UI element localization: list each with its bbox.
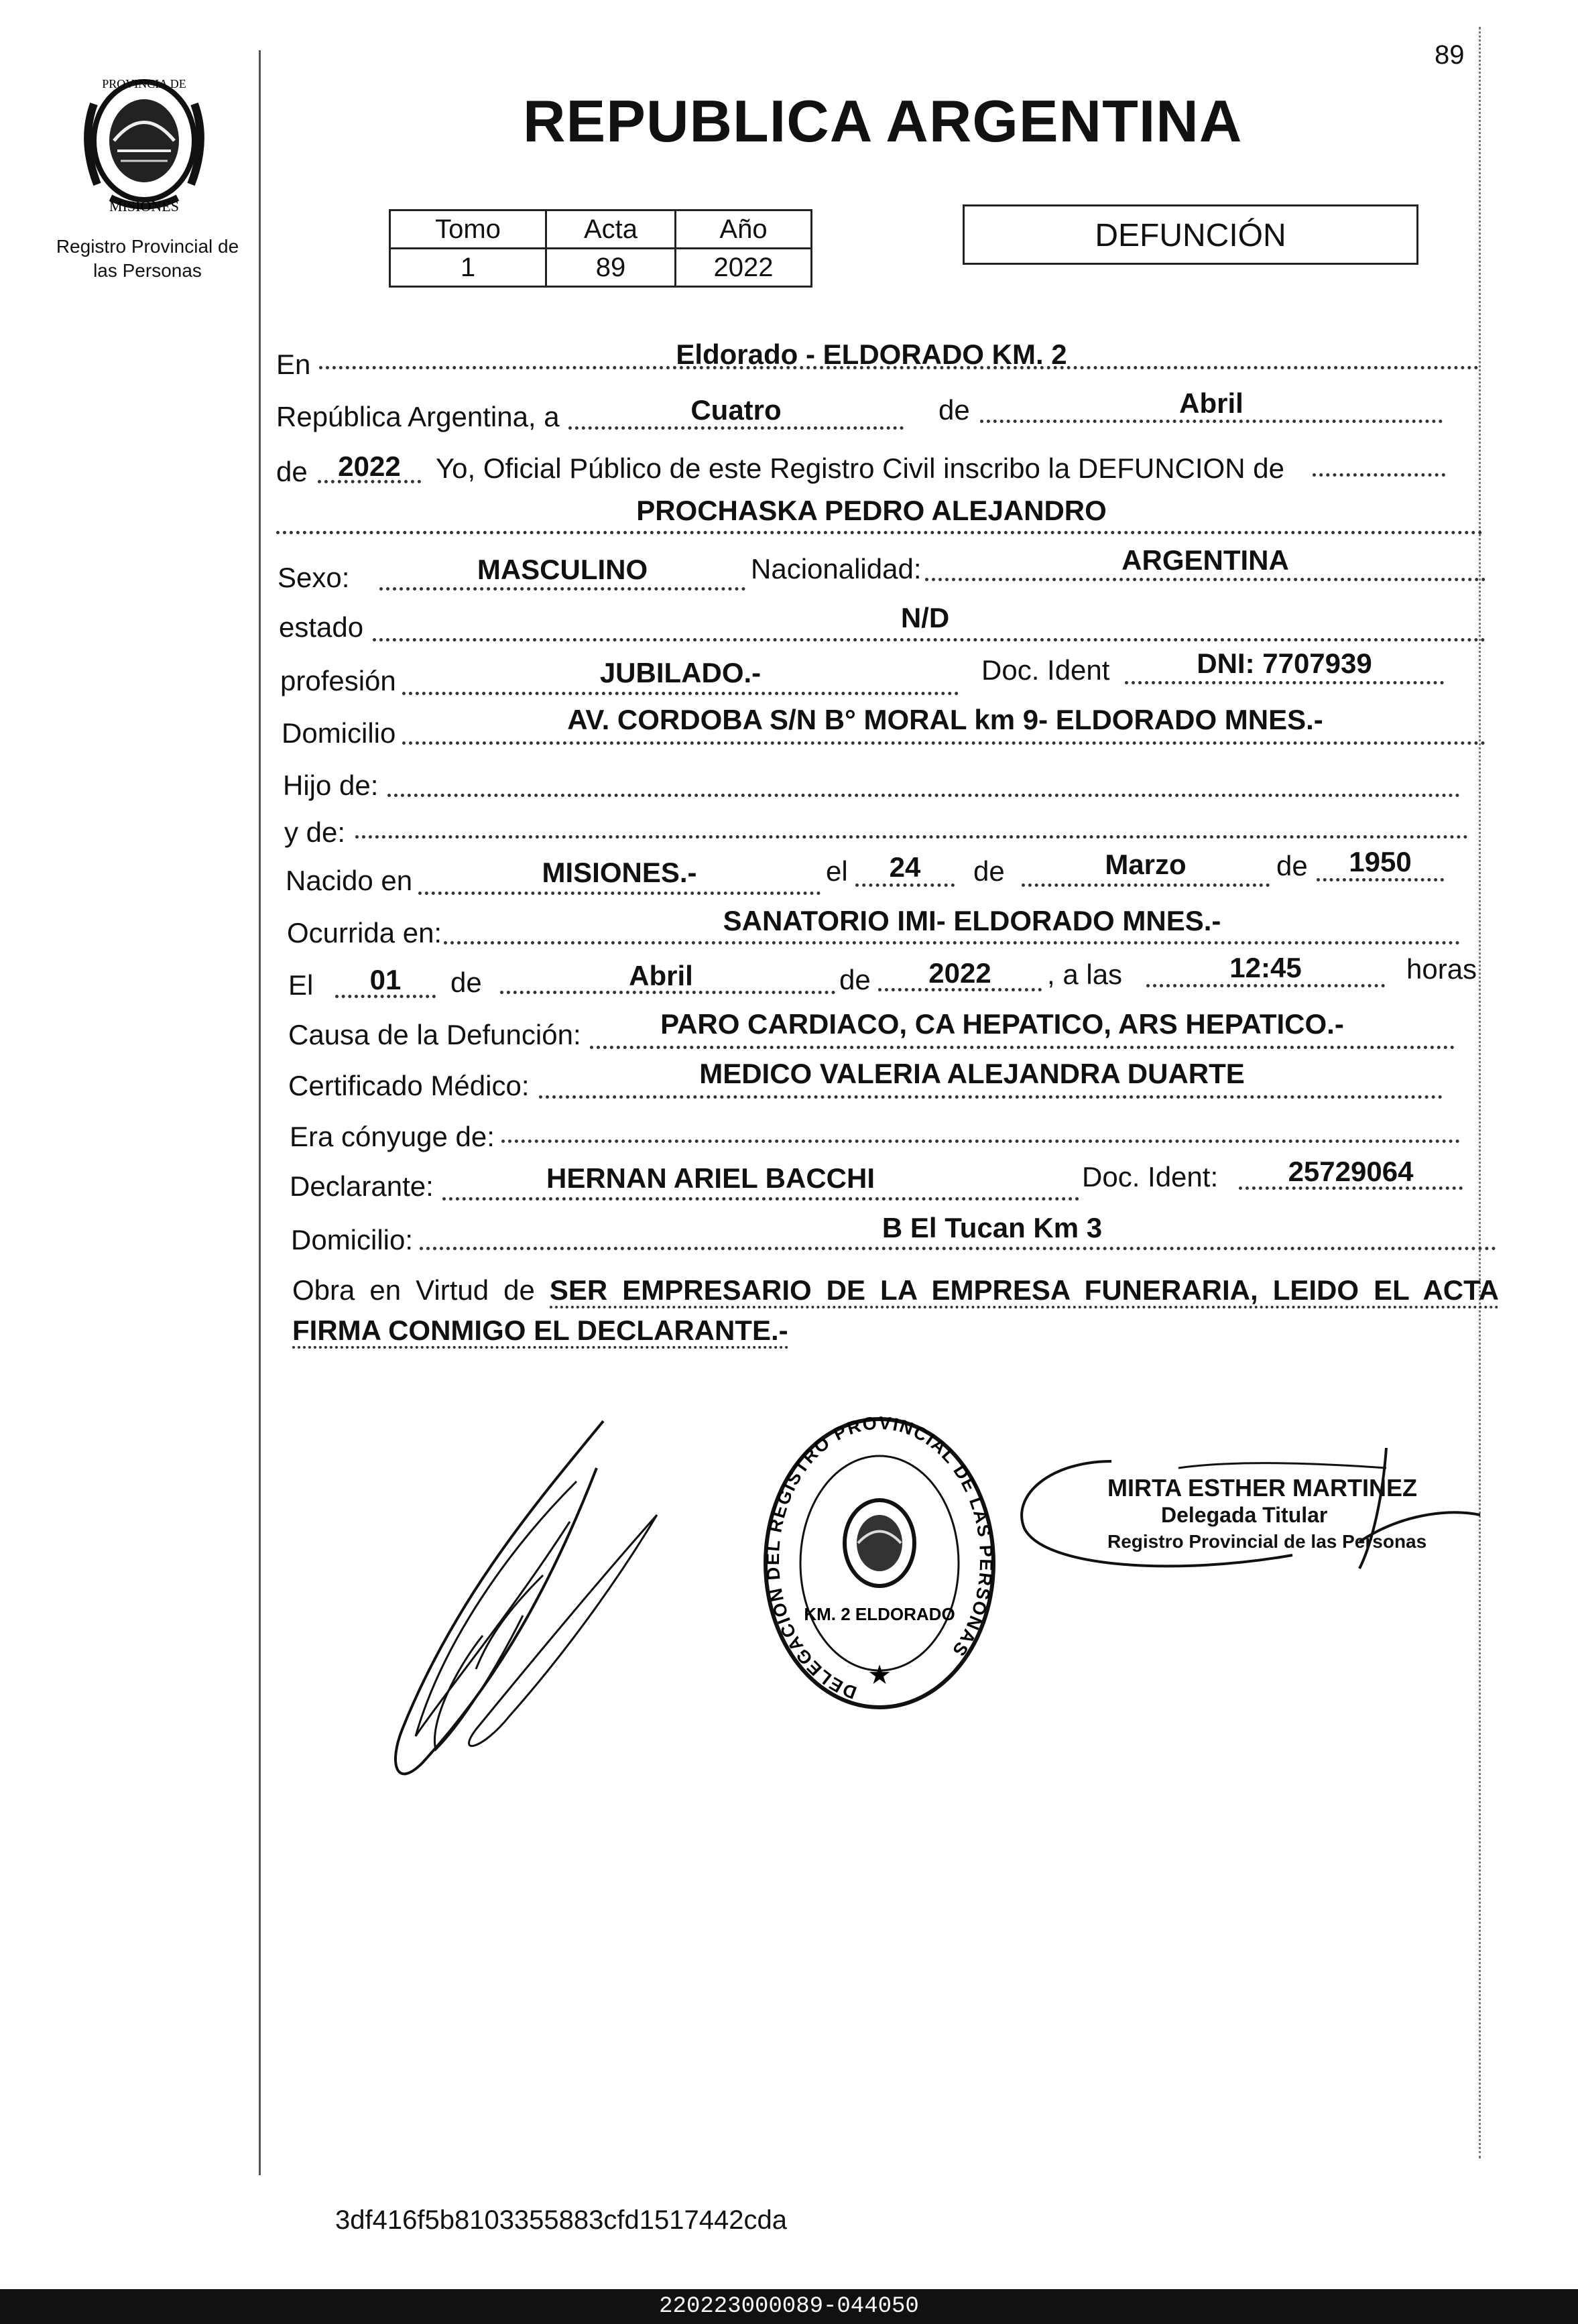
left-margin-line (259, 50, 261, 2175)
profesion-value: JUBILADO.- (599, 657, 762, 688)
label-el: el (826, 855, 848, 887)
domicilio2-value: B El Tucan Km 3 (882, 1212, 1103, 1243)
record-number-table (389, 209, 812, 288)
col-anio-header: Año (676, 210, 812, 249)
dots-line (1313, 473, 1445, 477)
right-margin-line (1479, 27, 1481, 2158)
label-declarante: Declarante: (290, 1170, 434, 1202)
label-ocurrida: Ocurrida en: (287, 917, 442, 949)
causa-value: PARO CARDIACO, CA HEPATICO, ARS HEPATICO.- (660, 1008, 1344, 1040)
label-obra: Obra en Virtud de (292, 1274, 535, 1306)
declarante-value: HERNAN ARIEL BACCHI (546, 1162, 875, 1194)
dots-line (379, 587, 745, 591)
sexo-value: MASCULINO (477, 554, 648, 585)
label-de: de (839, 964, 871, 995)
dots-line (420, 1247, 1496, 1250)
official-role: Delegada Titular (1161, 1503, 1328, 1527)
province-seal-icon (74, 64, 215, 218)
dots-line (442, 1197, 1079, 1201)
deceased-name-value: PROCHASKA PEDRO ALEJANDRO (636, 495, 1107, 526)
dots-line (1125, 681, 1444, 684)
label-doc-ident: Doc. Ident (981, 654, 1110, 686)
ocurrida-value: SANATORIO IMI- ELDORADO MNES.- (723, 905, 1221, 936)
day-words-value: Cuatro (690, 394, 782, 426)
page-title: REPUBLICA ARGENTINA (523, 88, 1243, 154)
dots-line (418, 892, 821, 895)
dots-line (855, 883, 955, 887)
year-value: 2022 (338, 450, 401, 482)
registry-name: Registro Provincial de las Personas (56, 236, 239, 281)
label-en: En (276, 349, 311, 380)
label-domicilio: Domicilio (282, 717, 396, 749)
certificado-value: MEDICO VALERIA ALEJANDRA DUARTE (699, 1058, 1245, 1089)
official-stamp (1107, 1475, 1427, 1555)
acta-value: 89 (546, 249, 676, 287)
dots-line (590, 1046, 1455, 1049)
label-yo: Yo, Oficial Público de este Registro Civil inscribo la DEFUNCION de (436, 452, 1284, 484)
month-value: Abril (1179, 387, 1243, 419)
nacido-en-value: MISIONES.- (542, 857, 697, 888)
dots-line (373, 638, 1485, 641)
dots-line (980, 420, 1443, 423)
label-y-de: y de: (284, 816, 346, 848)
birth-year-value: 1950 (1349, 846, 1412, 877)
label-de: de (973, 855, 1005, 887)
label-domicilio: Domicilio: (291, 1224, 414, 1256)
delegation-stamp (759, 1409, 1000, 1717)
declarante-doc-value: 25729064 (1288, 1156, 1414, 1187)
place-value: Eldorado - ELDORADO KM. 2 (676, 339, 1067, 370)
domicilio-value: AV. CORDOBA S/N B° MORAL km 9- ELDORADO MNES.- (567, 704, 1323, 735)
label-estado: estado (279, 611, 364, 643)
nacionalidad-value: ARGENTINA (1121, 544, 1289, 576)
col-acta-header: Acta (546, 210, 676, 249)
declarant-signature (375, 1414, 684, 1803)
death-year-value: 2022 (928, 957, 991, 989)
dots-line (444, 941, 1460, 944)
anio-value: 2022 (676, 249, 812, 287)
dots-line (1146, 984, 1385, 987)
page-number: 89 (1435, 40, 1465, 70)
tomo-value: 1 (390, 249, 546, 287)
dots-line (501, 1140, 1460, 1143)
dots-line (1317, 878, 1444, 881)
label-horas: horas (1406, 953, 1477, 985)
label-de: de (938, 394, 970, 426)
label-doc-ident: Doc. Ident: (1082, 1161, 1219, 1192)
dots-line (402, 692, 959, 695)
label-sexo: Sexo: (278, 562, 350, 593)
label-republica: República Argentina, a (276, 401, 560, 432)
dots-line (539, 1095, 1443, 1099)
doc-value: DNI: 7707939 (1197, 648, 1372, 679)
birth-day-value: 24 (889, 851, 921, 883)
svg-text:DELEGACION DEL REGISTRO PROVIN: DELEGACION DEL REGISTRO PROVINCIAL DE LAS PERSONAS (762, 1412, 997, 1703)
dots-line (276, 531, 1483, 534)
death-day-value: 01 (369, 964, 402, 995)
label-de: de (276, 456, 308, 487)
dots-line (925, 578, 1485, 581)
dots-line (402, 741, 1485, 745)
label-nacionalidad: Nacionalidad: (751, 553, 922, 585)
official-org: Registro Provincial de las Personas (1107, 1531, 1427, 1552)
barcode-id-bar: 220223000089-044050 (0, 2289, 1578, 2324)
label-nacido: Nacido en (286, 865, 413, 896)
label-conyuge: Era cónyuge de: (290, 1121, 495, 1152)
label-a-las: , a las (1047, 959, 1123, 990)
document-hash: 3df416f5b8103355883cfd1517442cda (335, 2205, 787, 2235)
label-certificado: Certificado Médico: (288, 1070, 530, 1101)
death-month-value: Abril (629, 960, 693, 991)
dots-line (387, 794, 1460, 797)
label-hijo: Hijo de: (283, 770, 379, 801)
dots-line (568, 426, 904, 430)
label-de: de (450, 967, 482, 998)
death-time-value: 12:45 (1229, 952, 1302, 983)
estado-value: N/D (900, 602, 950, 633)
col-tomo-header: Tomo (390, 210, 546, 249)
svg-text:MISIONES: MISIONES (109, 198, 179, 215)
official-name: MIRTA ESTHER MARTINEZ (1107, 1474, 1417, 1502)
act-type-box: DEFUNCIÓN (963, 204, 1418, 265)
birth-month-value: Marzo (1105, 849, 1187, 880)
label-causa: Causa de la Defunción: (288, 1019, 581, 1050)
svg-text:PROVINCIA DE: PROVINCIA DE (102, 77, 186, 90)
svg-text:KM. 2 ELDORADO: KM. 2 ELDORADO (804, 1604, 955, 1624)
dots-line (1022, 883, 1270, 887)
obra-value: SER EMPRESARIO DE LA EMPRESA FUNERARIA, LEIDO EL ACTA FIRMA CONMIGO EL DECLARANTE.- (292, 1274, 1499, 1349)
svg-text:★: ★ (867, 1660, 892, 1691)
dots-line (355, 835, 1468, 839)
label-de: de (1276, 850, 1308, 881)
label-el: El (288, 969, 314, 1001)
label-profesion: profesión (280, 665, 396, 696)
obra-paragraph (292, 1270, 1499, 1351)
